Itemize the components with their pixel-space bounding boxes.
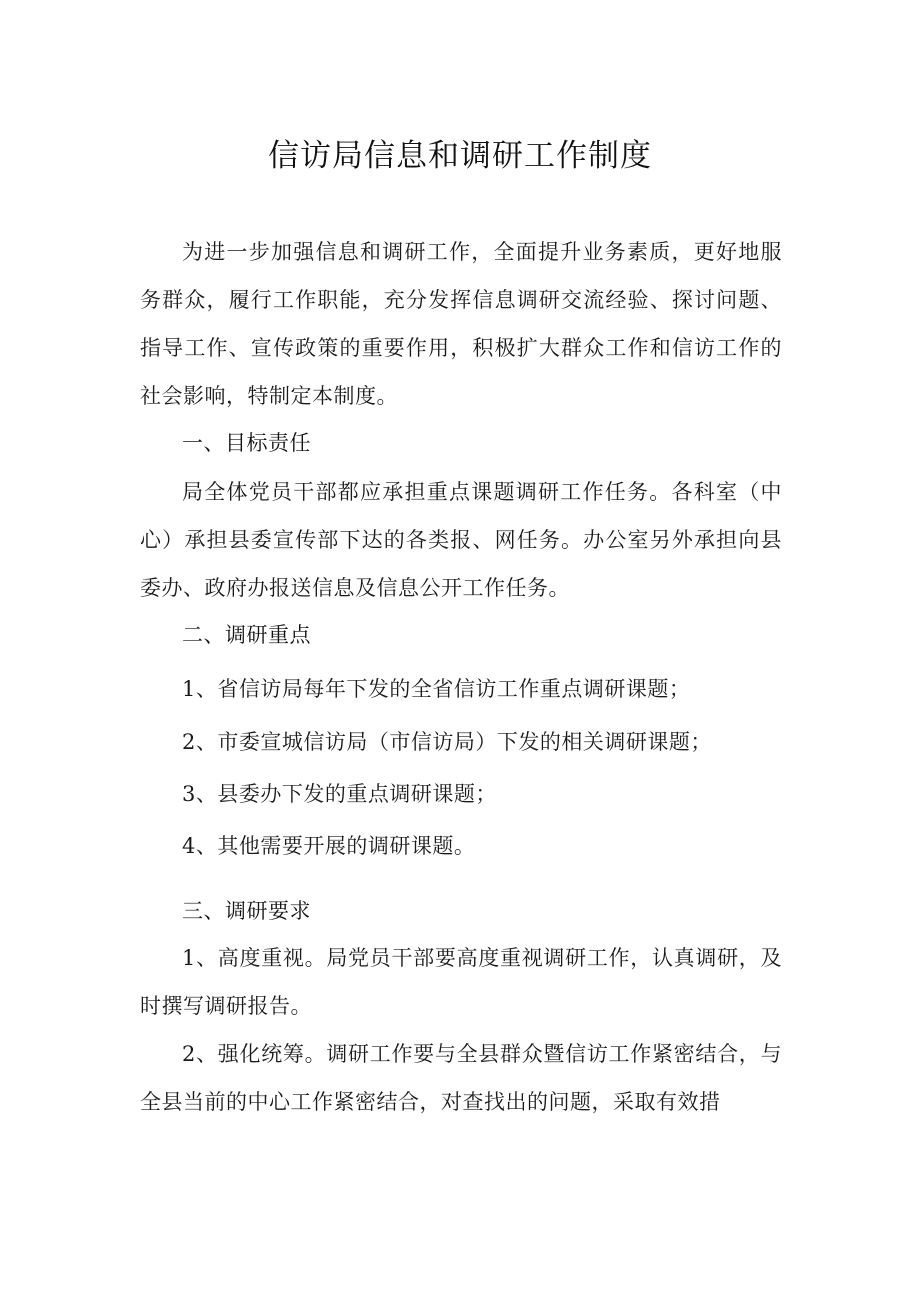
- focus-item-3: 3、县委办下发的重点调研课题；: [182, 782, 497, 806]
- focus-item-1: 1、省信访局每年下发的全省信访工作重点调研课题；: [182, 677, 691, 701]
- section-heading-requirements: 三、调研要求: [182, 899, 311, 923]
- requirements-paragraph-1: 1、高度重视。局党员干部要高度重视调研工作，认真调研，及时撰写调研报告。: [140, 946, 782, 1018]
- focus-item-4: 4、其他需要开展的调研课题。: [182, 834, 476, 858]
- section-heading-focus: 二、调研重点: [182, 623, 311, 647]
- document-title: 信访局信息和调研工作制度: [268, 138, 652, 174]
- focus-item-2: 2、市委宣城信访局（市信访局）下发的相关调研课题；: [182, 730, 712, 754]
- intro-paragraph: 为进一步加强信息和调研工作，全面提升业务素质，更好地服务群众，履行工作职能，充分发挥信息调研交流经验、探讨问题、指导工作、宣传政策的重要作用，积极扩大群众工作和信访工作的社会影响，特制定本制度。: [140, 240, 782, 408]
- requirements-paragraph-2: 2、强化统筹。调研工作要与全县群众暨信访工作紧密结合，与全县当前的中心工作紧密结合，对查找出的问题，采取有效措: [140, 1042, 782, 1114]
- section-heading-goals: 一、目标责任: [182, 431, 311, 455]
- goals-paragraph: 局全体党员干部都应承担重点课题调研工作任务。各科室（中心）承担县委宣传部下达的各类报、网任务。办公室另外承担向县委办、政府办报送信息及信息公开工作任务。: [140, 480, 782, 600]
